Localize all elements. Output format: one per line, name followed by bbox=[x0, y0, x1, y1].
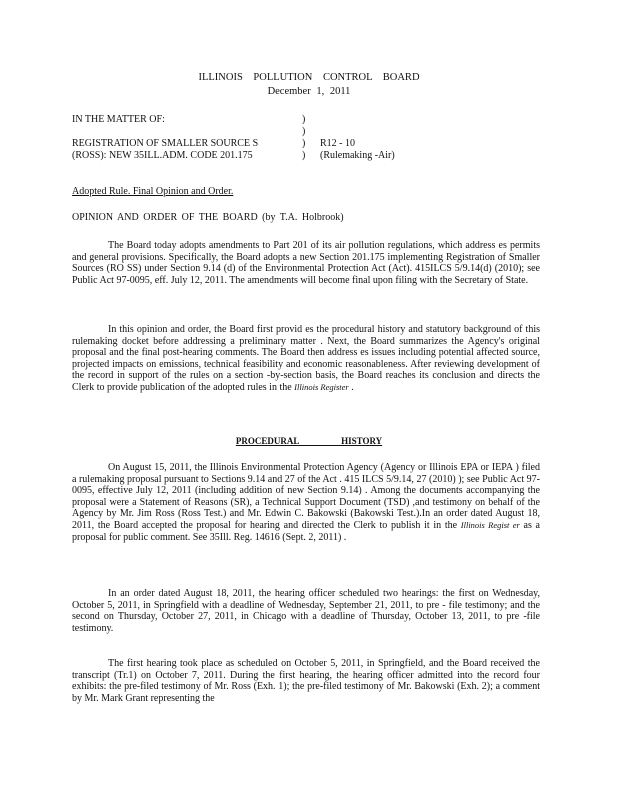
paragraph-body: On August 15, 2011, the Illinois Environmental Protection Agency (Agency or Illinois EPA or IEPA ) filed a rulemaking proposal pursuant to Sections 9.14 and 27 of the Act . 415 ILCS 5/9.14, 27 (2010) ); see Public Act 97-0095, effective July 12, 2011 (including addition of new Section 9.14) . Among the documents accompanying the proposal were a Statement of Reasons (SR), a Technical Support Document (TSD) ,and testimony on behalf of the Agency by Mr. Jim Ross (Ross Test.) and Mr. Edwin C. Bakowski (Bakowski Test.).In an order dated August 18, 2011, the Board accepted the proposal for hearing and directed the Clerk to publish it in the bbox=[72, 462, 540, 531]
paragraph-end: as a proposal for public comment. See 35Ill. Reg. 14616 (Sept. 2, 2011) . bbox=[72, 519, 540, 543]
document-date: December 1, 2011 bbox=[267, 86, 351, 97]
caption-paren: ) bbox=[302, 150, 306, 161]
opinion-heading: OPINION AND ORDER OF THE BOARD (by T.A. Holbrook) bbox=[72, 212, 344, 223]
paragraph-hearings bbox=[72, 588, 540, 634]
register-italic: Illinois Regist er bbox=[460, 519, 520, 530]
caption-row bbox=[72, 114, 552, 126]
caption-matter: IN THE MATTER OF: bbox=[72, 114, 165, 125]
paragraph-first-hearing bbox=[72, 658, 540, 704]
rulemaking-type: (Rulemaking -Air) bbox=[320, 150, 395, 161]
paragraph-text bbox=[72, 324, 540, 394]
caption-title-line1: REGISTRATION OF SMALLER SOURCE S bbox=[72, 138, 259, 149]
paragraph-text: In an order dated August 18, 2011, the hearing officer scheduled two hearings: the first on Wednesday, October 5, 2011, in Springfield with a deadline of Wednesday, September 21, 2011, to pre - file testimony; and the second on Thursday, October 27, 2011, in Chicago with a deadline of Thursday, October 13, 2011, to pre -file testimony. bbox=[72, 588, 540, 634]
paragraph-body: In this opinion and order, the Board first provid es the procedural history and statutory background of this rulemaking docket before addressing a preliminary matter . Next, the Board summarizes the Agency's original proposal and the final post-hearing comments. The Board then address es issues including potential affected source, projected impacts on emissions, technical feasibility and economic reasonableness. After reviewing development of the record in support of the rules on a section -by-section basis, the Board reaches its conclusion and directs the Clerk to provide publication of the adopted rules in the bbox=[72, 324, 540, 393]
paragraph-intro bbox=[72, 240, 540, 286]
paragraph-end: . bbox=[351, 381, 354, 393]
paragraph-text: The first hearing took place as scheduled on October 5, 2011, in Springfield, and the Board received the transcript (Tr.1) on October 7, 2011. During the first hearing, the hearing officer admitted into the record four exhibits: the pre-filed testimony of Mr. Ross (Exh. 1); the pre-filed testimony of Mr. Bakowski (Exh. 2); a comment by Mr. Mark Grant representing the bbox=[72, 658, 540, 704]
paragraph-text: The Board today adopts amendments to Part 201 of its air pollution regulations, which address es permits and general provisions. Specifically, the Board adopts a new Section 201.175 implementing Registration of Smaller Sources (RO SS) under Section 9.14 (d) of the Environmental Protection Act (Act). 415ILCS 5/9.14(d) (2010); see Public Act 97-0095, eff. July 12, 2011. The amendments will become final upon filing with the Secretary of State. bbox=[72, 240, 540, 286]
paragraph-filing bbox=[72, 462, 540, 543]
register-italic: Illinois Register bbox=[294, 381, 349, 392]
adopted-rule-label: Adopted Rule. Final Opinion and Order. bbox=[72, 186, 234, 197]
paragraph-overview bbox=[72, 324, 540, 394]
caption-row bbox=[72, 150, 552, 162]
procedural-history-heading: PROCEDURAL HISTORY bbox=[235, 436, 383, 446]
paragraph-text bbox=[72, 462, 540, 543]
agency-title: ILLINOIS POLLUTION CONTROL BOARD bbox=[198, 72, 420, 83]
case-caption bbox=[72, 114, 552, 162]
caption-row bbox=[72, 126, 552, 138]
caption-title-line2: (ROSS): NEW 35ILL.ADM. CODE 201.175 bbox=[72, 150, 253, 161]
caption-paren: ) bbox=[302, 114, 306, 125]
caption-paren: ) bbox=[302, 138, 306, 149]
caption-paren: ) bbox=[302, 126, 306, 137]
docket-number: R12 - 10 bbox=[320, 138, 355, 149]
caption-row bbox=[72, 138, 552, 150]
